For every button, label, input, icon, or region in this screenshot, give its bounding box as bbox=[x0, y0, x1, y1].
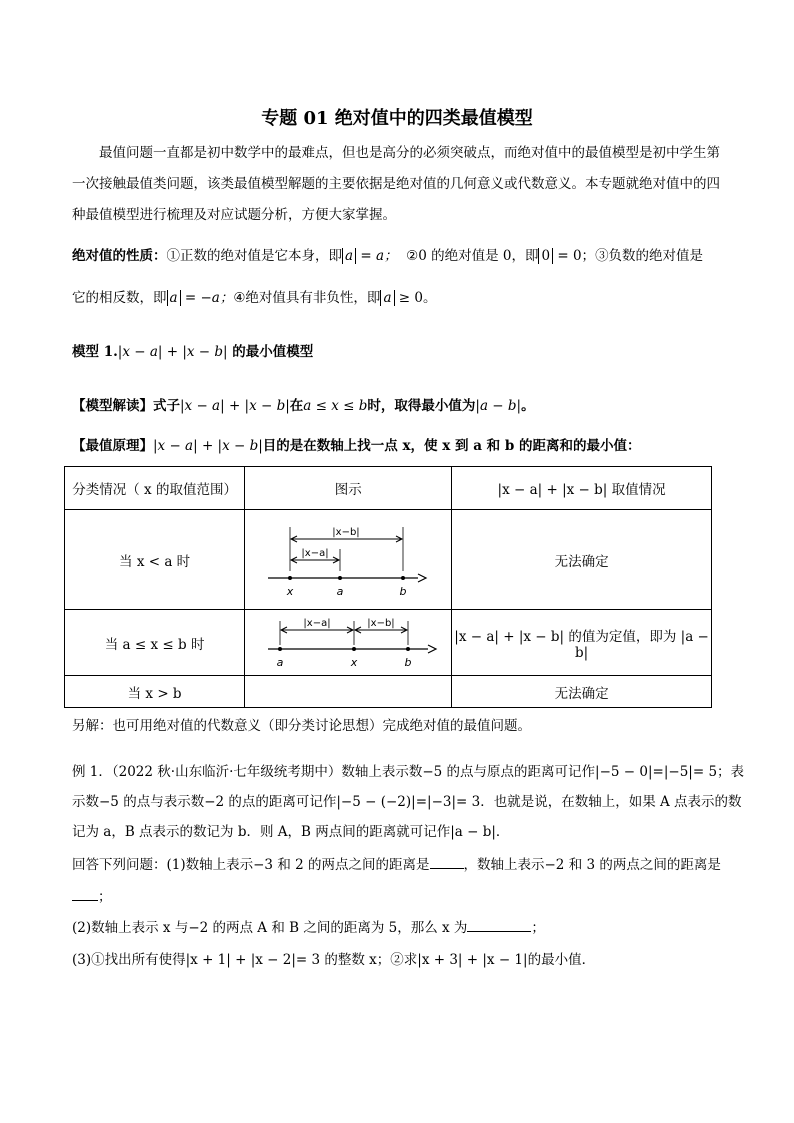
diagram-1-top-label: |x−b| bbox=[332, 526, 360, 538]
table-header-diagram: 图示 bbox=[245, 467, 452, 510]
number-line-diagram-1 bbox=[248, 513, 448, 603]
model-1-expr: |x − a| + |x − b| bbox=[117, 344, 228, 360]
question-1-text-2: ，数轴上表示−2 和 3 的两点之间的距离是 bbox=[463, 857, 721, 873]
property-1-eq: = a； bbox=[356, 248, 398, 264]
number-line-diagram-2 bbox=[248, 611, 448, 671]
table-cell-result: 无法确定 bbox=[452, 676, 712, 708]
model-1-suffix: 的最小值模型 bbox=[227, 344, 314, 360]
example-line-1: 例 1．（2022 秋·山东临沂·七年级统考期中）数轴上表示数−5 的点与原点的距离可记作|−5 − 0|=|−5|= 5；表 bbox=[72, 764, 745, 780]
example-question-1-cont bbox=[72, 885, 112, 905]
model-interpretation bbox=[72, 394, 535, 414]
properties-label: 绝对值的性质： bbox=[72, 248, 167, 264]
question-2-end: ； bbox=[531, 920, 545, 936]
property-2-eq: = 0； bbox=[553, 248, 596, 264]
table-cell-diagram bbox=[245, 610, 452, 676]
table-cell-result: |x − a| + |x − b| 的值为定值，即为 |a − b| bbox=[452, 610, 712, 676]
principle-label: 【最值原理】 bbox=[72, 438, 153, 454]
interp-expr: |x − a| + |x − b| bbox=[180, 398, 290, 414]
diagram-2-point-b: b bbox=[404, 655, 412, 669]
example-line-2: 示数−5 的点与表示数−2 的点的距离可记作|−5 − (−2)|=|−3|= 3．也就是说，在数轴上，如果 A 点表示的数 bbox=[72, 794, 742, 810]
principle-text: 目的是在数轴上找一点 x，使 x 到 a 和 b 的距离和的最小值： bbox=[262, 438, 641, 454]
diagram-2-point-a: a bbox=[276, 655, 284, 669]
question-2-text: (2)数轴上表示 x 与−2 的两点 A 和 B 之间的距离为 5，那么 x 为 bbox=[72, 920, 468, 936]
model-table bbox=[64, 466, 712, 708]
table-row bbox=[65, 510, 712, 610]
property-1-expr: a bbox=[342, 248, 356, 264]
intro-paragraph: 最值问题一直都是初中数学中的最难点，但也是高分的必须突破点，而绝对值中的最值模型是初中学生第一次接触最值类问题，该类最值模型解题的主要依据是绝对值的几何意义或代数意义。本专题就绝对值中的四种最值模型进行梳理及对应试题分析，方便大家掌握。 bbox=[72, 145, 720, 223]
property-4-expr: a bbox=[380, 290, 394, 306]
property-2-expr: 0 bbox=[538, 248, 553, 264]
model-1-prefix: 模型 1. bbox=[72, 344, 118, 360]
interp-end: 。 bbox=[521, 398, 535, 414]
example-question-1 bbox=[72, 853, 721, 873]
diagram-2-left-label: |x−a| bbox=[303, 617, 331, 629]
table-header-row bbox=[65, 467, 712, 510]
diagram-2-point-x: x bbox=[350, 655, 358, 669]
page-title: 专题 01 绝对值中的四类最值模型 bbox=[261, 108, 533, 129]
property-3: ③负数的绝对值是 bbox=[595, 248, 704, 264]
example-question-3: (3)①找出所有使得|x + 1| + |x − 2|= 3 的整数 x；②求|x + 3| + |x − 1|的最小值． bbox=[72, 952, 596, 968]
model-principle bbox=[72, 434, 640, 454]
interp-label: 【模型解读】 bbox=[72, 398, 153, 414]
alternative-solution: 另解：也可用绝对值的代数意义（即分类讨论思想）完成绝对值的最值问题。 bbox=[72, 718, 531, 734]
property-4-eq: ≥ 0。 bbox=[394, 290, 437, 306]
answer-blank-3[interactable] bbox=[467, 917, 531, 932]
properties-line-1 bbox=[72, 244, 703, 264]
table-cell-case: 当 x > b bbox=[65, 676, 245, 708]
question-1-end: ； bbox=[98, 889, 112, 905]
interp-val: |a − b| bbox=[475, 398, 522, 414]
table-header-case: 分类情况（ x 的取值范围） bbox=[65, 467, 245, 510]
property-2: ②0 的绝对值是 0，即 bbox=[406, 248, 539, 264]
table-cell-case: 当 a ≤ x ≤ b 时 bbox=[65, 610, 245, 676]
diagram-1-point-x: x bbox=[286, 584, 294, 598]
example-line-3: 记为 a，B 点表示的数记为 b．则 A，B 两点间的距离就可记作|a − b|． bbox=[72, 824, 510, 840]
principle-expr: |x − a| + |x − b| bbox=[153, 438, 263, 454]
diagram-2-right-label: |x−b| bbox=[367, 617, 395, 629]
diagram-1-mid-label: |x−a| bbox=[301, 547, 329, 559]
model-1-heading bbox=[72, 340, 313, 360]
example-question-2 bbox=[72, 916, 545, 936]
table-cell-diagram bbox=[245, 510, 452, 610]
answer-blank-2[interactable] bbox=[72, 886, 98, 901]
property-3-eq: = −a； bbox=[180, 290, 234, 306]
properties-line-2 bbox=[72, 286, 436, 306]
table-cell-case: 当 x < a 时 bbox=[65, 510, 245, 610]
interp-mid2: 时，取得最小值为 bbox=[367, 398, 476, 414]
answer-blank-1[interactable] bbox=[430, 854, 464, 869]
table-cell-diagram bbox=[245, 676, 452, 708]
diagram-1-point-a: a bbox=[336, 584, 344, 598]
table-row bbox=[65, 610, 712, 676]
property-3-cont: 它的相反数，即 bbox=[72, 290, 167, 306]
table-header-result: |x − a| + |x − b| 取值情况 bbox=[452, 467, 712, 510]
property-1: ①正数的绝对值是它本身，即 bbox=[166, 248, 342, 264]
property-4: ④绝对值具有非负性，即 bbox=[233, 290, 381, 306]
property-3-expr: a bbox=[167, 290, 181, 306]
table-row bbox=[65, 676, 712, 708]
question-1-text: 回答下列问题：(1)数轴上表示−3 和 2 的两点之间的距离是 bbox=[72, 857, 430, 873]
table-cell-result: 无法确定 bbox=[452, 510, 712, 610]
interp-cond: a ≤ x ≤ b bbox=[303, 398, 368, 414]
interp-text: 式子 bbox=[153, 398, 180, 414]
interp-mid: 在 bbox=[289, 398, 304, 414]
diagram-1-point-b: b bbox=[399, 584, 407, 598]
